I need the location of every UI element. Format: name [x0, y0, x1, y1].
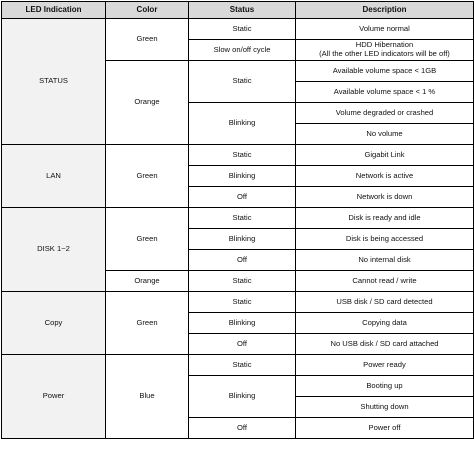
status-cell: Blinking [189, 166, 296, 187]
led-indication-cell: Power [2, 355, 106, 439]
description-cell: Network is down [296, 187, 474, 208]
color-cell: Green [106, 19, 189, 61]
description-cell: No USB disk / SD card attached [296, 334, 474, 355]
led-indication-cell: DISK 1~2 [2, 208, 106, 292]
description-cell: Network is active [296, 166, 474, 187]
status-cell: Slow on/off cycle [189, 40, 296, 61]
status-cell: Blinking [189, 229, 296, 250]
status-cell: Static [189, 208, 296, 229]
status-cell: Off [189, 187, 296, 208]
description-cell: Shutting down [296, 397, 474, 418]
status-cell: Blinking [189, 313, 296, 334]
header-color: Color [106, 2, 189, 19]
header-led-indication: LED Indication [2, 2, 106, 19]
status-cell: Off [189, 334, 296, 355]
led-indication-cell: LAN [2, 145, 106, 208]
status-cell: Blinking [189, 103, 296, 145]
status-cell: Off [189, 250, 296, 271]
color-cell: Green [106, 208, 189, 271]
description-cell: Booting up [296, 376, 474, 397]
table-body [2, 19, 474, 439]
table-row [2, 208, 474, 229]
color-cell: Orange [106, 271, 189, 292]
status-cell: Static [189, 145, 296, 166]
status-cell: Static [189, 355, 296, 376]
header-description: Description [296, 2, 474, 19]
description-cell: Volume degraded or crashed [296, 103, 474, 124]
description-cell: Disk is being accessed [296, 229, 474, 250]
header-row [2, 2, 474, 19]
color-cell: Orange [106, 61, 189, 145]
description-cell: HDD Hibernation (All the other LED indicators will be off) [296, 40, 474, 61]
description-cell: No internal disk [296, 250, 474, 271]
status-cell: Blinking [189, 376, 296, 418]
description-cell: Copying data [296, 313, 474, 334]
description-cell: Volume normal [296, 19, 474, 40]
status-cell: Static [189, 61, 296, 103]
description-cell: USB disk / SD card detected [296, 292, 474, 313]
table-header [2, 2, 474, 19]
description-cell: Available volume space < 1GB [296, 61, 474, 82]
description-cell: Power ready [296, 355, 474, 376]
status-cell: Static [189, 271, 296, 292]
description-cell: Available volume space < 1 % [296, 82, 474, 103]
description-cell: Cannot read / write [296, 271, 474, 292]
status-cell: Static [189, 292, 296, 313]
table-row [2, 355, 474, 376]
color-cell: Blue [106, 355, 189, 439]
table-row [2, 19, 474, 40]
color-cell: Green [106, 292, 189, 355]
table-row [2, 145, 474, 166]
status-cell: Off [189, 418, 296, 439]
led-indication-cell: STATUS [2, 19, 106, 145]
led-indication-cell: Copy [2, 292, 106, 355]
status-cell: Static [189, 19, 296, 40]
description-cell: Power off [296, 418, 474, 439]
led-indication-table [1, 1, 474, 439]
table-row [2, 292, 474, 313]
description-cell: Gigabit Link [296, 145, 474, 166]
color-cell: Green [106, 145, 189, 208]
header-status: Status [189, 2, 296, 19]
description-cell: No volume [296, 124, 474, 145]
description-cell: Disk is ready and idle [296, 208, 474, 229]
